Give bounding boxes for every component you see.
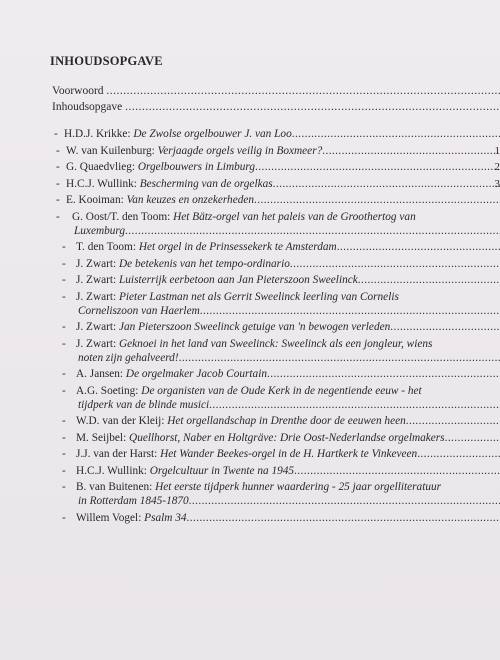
entry-dash: - — [56, 177, 60, 190]
front-item-label: Voorwoord — [52, 85, 104, 97]
entry-title: De Zwolse orgelbouwer J. van Loo — [133, 128, 292, 140]
entry-first-line — [0, 240, 500, 254]
entry-title: in Rotterdam 1845-1870 — [78, 495, 189, 507]
entry-dash: - — [62, 415, 66, 427]
entry-title: Geknoei in het land van Sweelinck: Sweelinck als een jongleur, wiens — [119, 337, 433, 350]
entry-title: Bescherming van de orgelkas — [139, 177, 273, 190]
entry-author: G. Oost/T. den Toom: — [72, 210, 171, 223]
entry-first-line — [0, 367, 500, 381]
entry-title: Orgelbouwers in Limburg — [137, 161, 256, 173]
entry-first-line — [0, 337, 500, 351]
entry-title: Luisterrijk eerbetoon aan Jan Pieterszoon Sweelinck — [119, 274, 358, 286]
toc-entry — [0, 414, 500, 428]
toc-entry — [0, 480, 500, 508]
entry-dash: - — [54, 128, 58, 140]
entry-title: Het Wander Beekes-orgel in de H. Hartkerk te Vinkeveen — [160, 448, 418, 460]
entry-author: W.D. van der Kleij: — [76, 415, 165, 427]
entry-author: J.J. van der Harst: — [76, 448, 158, 460]
entry-first-line — [0, 273, 500, 287]
entry-first-line — [0, 290, 500, 304]
entry-dash: - — [62, 337, 66, 350]
entry-author: W. van Kuilenburg: — [66, 144, 155, 157]
entry-dash: - — [62, 431, 66, 444]
toc-entry — [0, 464, 500, 478]
toc-list — [0, 127, 500, 527]
entry-first-line — [0, 144, 500, 158]
entry-title: Het orgellandschap in Drenthe door de eeuwen heen — [167, 415, 406, 427]
entry-title: Het Bätz-orgel van het paleis van de Groothertog van — [173, 210, 416, 223]
entry-first-line — [0, 177, 500, 191]
entry-author: H.C.J. Wullink: — [66, 177, 137, 190]
entry-title: Corneliszoon van Haerlem — [78, 304, 200, 317]
entry-dash: - — [62, 274, 66, 286]
entry-title: Verjaagde orgels veilig in Boxmeer? — [157, 144, 323, 157]
toc-entry — [0, 257, 500, 271]
entry-title: Psalm 34 — [144, 511, 187, 524]
entry-dash: - — [62, 321, 66, 333]
entry-author: J. Zwart: — [76, 274, 117, 286]
toc-entry — [0, 193, 500, 207]
toc-entry — [0, 431, 500, 445]
toc-entry — [0, 127, 500, 141]
entry-first-line — [0, 193, 500, 207]
toc-entry — [0, 320, 500, 334]
entry-first-line — [0, 127, 500, 141]
entry-first-line — [0, 257, 500, 271]
entry-title: Van keuzes en onzekerheden — [126, 194, 255, 206]
entry-author: T. den Toom: — [76, 241, 136, 253]
toc-heading: INHOUDSOPGAVE — [50, 54, 163, 68]
entry-title: De organisten van de Oude Kerk in de negentiende eeuw - het — [141, 384, 422, 397]
toc-entry — [0, 144, 500, 158]
entry-author: A.G. Soeting: — [76, 384, 139, 397]
entry-title: Luxemburg — [74, 224, 126, 237]
entry-page-number: 2 — [494, 161, 500, 173]
entry-continuation-line — [0, 304, 500, 318]
entry-continuation-line — [0, 224, 500, 238]
toc-entry — [0, 160, 500, 174]
entry-dash: - — [62, 257, 66, 270]
entry-author: J. Zwart: — [76, 290, 117, 303]
entry-first-line — [0, 320, 500, 334]
entry-author: J. Zwart: — [76, 337, 117, 350]
entry-first-line — [0, 210, 500, 224]
entry-first-line — [0, 447, 500, 461]
entry-author: H.D.J. Krikke: — [64, 128, 131, 140]
entry-page-number: 1 — [494, 144, 500, 157]
entry-dash: - — [56, 194, 60, 206]
entry-title: Jan Pieterszoon Sweelinck getuige van 'n bewogen verleden — [119, 321, 391, 333]
entry-author: G. Quaedvlieg: — [66, 161, 136, 173]
entry-dash: - — [56, 144, 60, 157]
entry-author: J. Zwart: — [76, 321, 117, 333]
entry-first-line — [0, 414, 500, 428]
entry-dash: - — [56, 210, 60, 223]
toc-entry — [0, 177, 500, 191]
toc-entry — [0, 384, 500, 412]
toc-entry — [0, 367, 500, 381]
entry-author: J. Zwart: — [76, 257, 117, 270]
entry-first-line — [0, 384, 500, 398]
entry-dash: - — [56, 161, 60, 173]
entry-dash: - — [62, 368, 66, 380]
toc-entry — [0, 273, 500, 287]
toc-entry — [0, 290, 500, 318]
toc-entry — [0, 511, 500, 525]
entry-first-line — [0, 464, 500, 478]
entry-dash: - — [62, 448, 66, 460]
entry-title: De betekenis van het tempo-ordinario — [119, 257, 290, 270]
entry-page-number: 3 — [494, 177, 500, 190]
entry-title: Quellhorst, Naber en Holtgräve: Drie Oost-Nederlandse orgelmakers — [129, 431, 445, 444]
toc-entry — [0, 447, 500, 461]
entry-dash: - — [62, 290, 66, 303]
entry-first-line — [0, 511, 500, 525]
entry-title: noten zijn gehalveerd! — [78, 351, 179, 364]
toc-entry — [0, 210, 500, 238]
entry-title: Pieter Lastman net als Gerrit Sweelinck leerling van Cornelis — [119, 290, 399, 303]
front-item-voorwoord — [52, 85, 500, 97]
entry-first-line — [0, 160, 500, 174]
front-item-label: Inhoudsopgave — [52, 101, 123, 113]
toc-entry — [0, 337, 500, 365]
entry-first-line — [0, 431, 500, 445]
entry-author: B. van Buitenen: — [76, 481, 153, 493]
entry-dash: - — [62, 481, 66, 493]
entry-dash: - — [62, 511, 66, 524]
entry-author: Willem Vogel: — [76, 511, 142, 524]
entry-dash: - — [62, 384, 66, 397]
front-item-inhoudsopgave — [52, 101, 500, 113]
entry-first-line — [0, 480, 500, 494]
entry-continuation-line — [0, 398, 500, 412]
toc-entry — [0, 240, 500, 254]
entry-continuation-line — [0, 494, 500, 508]
entry-author: E. Kooiman: — [66, 194, 124, 206]
entry-author: A. Jansen: — [76, 368, 124, 380]
entry-title: De orgelmaker Jacob Courtain — [125, 368, 267, 380]
entry-continuation-line — [0, 351, 500, 365]
entry-title: Het eerste tijdperk hunner waardering - 25 jaar orgelliteratuur — [155, 481, 442, 493]
entry-title: Het orgel in de Prinsessekerk te Amsterdam — [138, 241, 337, 253]
entry-dash: - — [62, 464, 66, 477]
entry-dash: - — [62, 241, 66, 253]
entry-title: tijdperk van de blinde musici — [78, 398, 210, 411]
entry-title: Orgelcultuur in Twente na 1945 — [149, 464, 295, 477]
entry-author: H.C.J. Wullink: — [76, 464, 147, 477]
entry-author: M. Seijbel: — [76, 431, 127, 444]
